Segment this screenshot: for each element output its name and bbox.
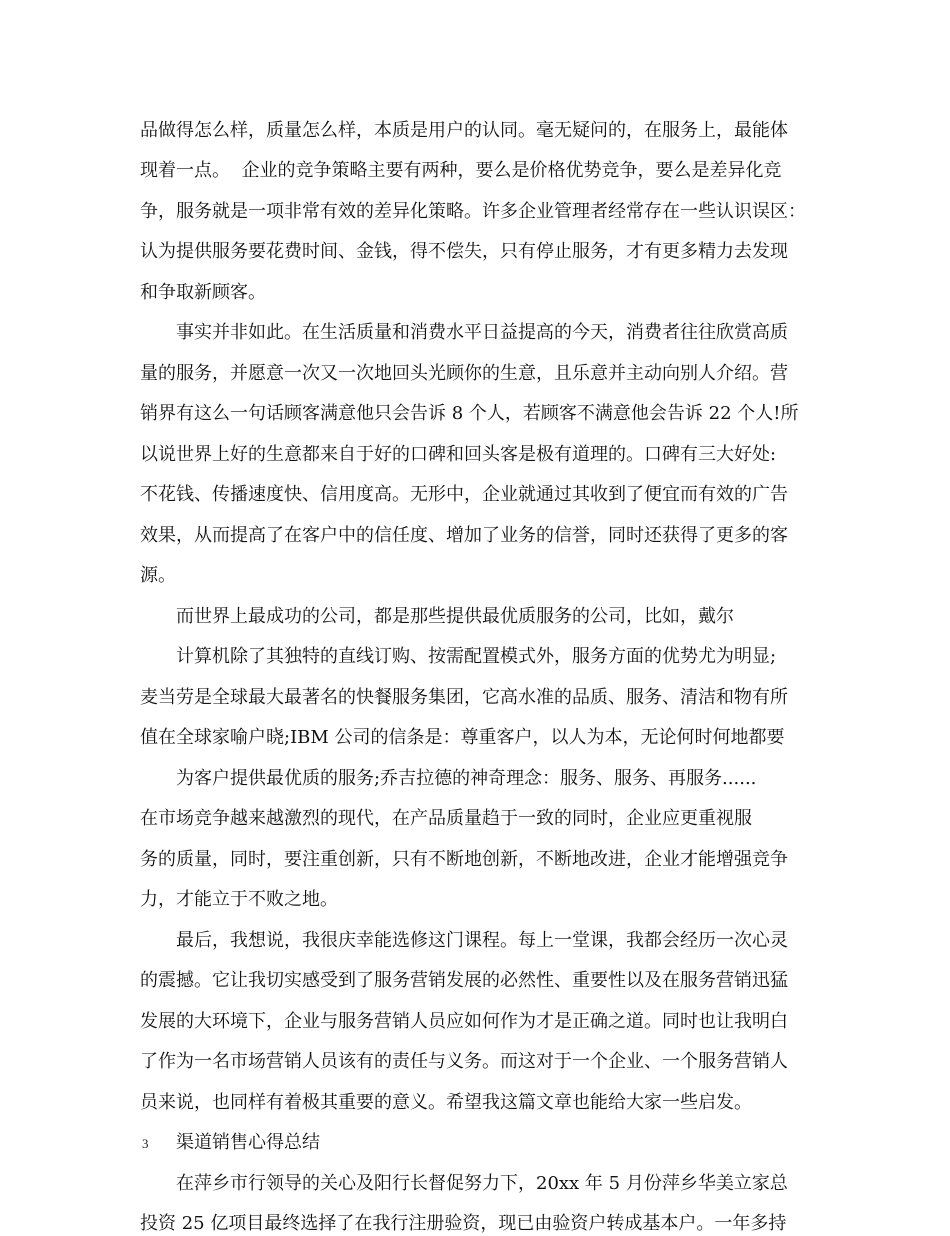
text-line: 计算机除了其独特的直线订购、按需配置模式外，服务方面的优势尤为明显; [176,646,777,667]
text-line: 了作为一名市场营销人员该有的责任与义务。而这对于一个企业、一个服务营销人 [140,1051,788,1072]
text-line: 量的服务，并愿意一次又一次地回头光顾你的生意，且乐意并主动向别人介绍。营 [140,363,788,384]
text-line: 投资 25 亿项目最终选择了在我行注册验资，现已由验资户转成基本户。一年多持 [140,1213,787,1234]
text-line: 的震撼。它让我切实感受到了服务营销发展的必然性、重要性以及在服务营销迅猛 [140,970,788,991]
page-number: 3 [142,1136,149,1151]
text-line: 渠道销售心得总结 [176,1132,320,1153]
text-line: 源。 [140,565,176,586]
text-line: 品做得怎么样，质量怎么样，本质是用户的认同。毫无疑问的，在服务上，最能体 [140,120,788,141]
text-line: 员来说，也同样有着极其重要的意义。希望我这篇文章也能给大家一些启发。 [140,1092,752,1113]
text-line: 值在全球家喻户晓;IBM 公司的信条是：尊重客户，以人为本，无论何时何地都要 [140,727,785,748]
text-line: 在萍乡市行领导的关心及阳行长督促努力下，20xx 年 5 月份萍乡华美立家总 [176,1173,788,1194]
text-line: 事实并非如此。在生活质量和消费水平日益提高的今天，消费者往往欣赏高质 [176,322,788,343]
text-line: 以说世界上好的生意都来自于好的口碑和回头客是极有道理的。口碑有三大好处: [140,444,777,465]
text-line: 效果，从而提高了在客户中的信任度、增加了业务的信誉，同时还获得了更多的客 [140,525,788,546]
text-line: 力，才能立于不败之地。 [140,889,338,910]
text-line: 不花钱、传播速度快、信用度高。无形中，企业就通过其收到了便宜而有效的广告 [140,484,788,505]
text-line: 务的质量，同时，要注重创新，只有不断地创新，不断地改进，企业才能增强竞争 [140,849,788,870]
text-line: 销界有这么一句话顾客满意他只会告诉 8 个人，若顾客不满意他会告诉 22 个人!所 [140,403,799,424]
text-line: 和争取新顾客。 [140,282,266,303]
text-line: 最后，我想说，我很庆幸能选修这门课程。每上一堂课，我都会经历一次心灵 [176,930,788,951]
text-line: 发展的大环境下，企业与服务营销人员应如何作为才是正确之道。同时也让我明白 [140,1011,788,1032]
text-line: 认为提供服务要花费时间、金钱，得不偿失，只有停止服务，才有更多精力去发现 [140,241,788,262]
text-line: 在市场竞争越来越激烈的现代，在产品质量趋于一致的同时，企业应更重视服 [140,808,752,829]
text-line: 现着一点。 企业的竞争策略主要有两种，要么是价格优势竞争，要么是差异化竞 [140,160,782,181]
text-line: 争，服务就是一项非常有效的差异化策略。许多企业管理者经常存在一些认识误区： [140,201,806,222]
text-line: 麦当劳是全球最大最著名的快餐服务集团，它高水准的品质、服务、清洁和物有所 [140,687,788,708]
text-line: 而世界上最成功的公司，都是那些提供最优质服务的公司，比如，戴尔 [176,606,734,627]
text-line: 为客户提供最优质的服务;乔吉拉德的神奇理念：服务、服务、再服务...... [176,768,757,789]
